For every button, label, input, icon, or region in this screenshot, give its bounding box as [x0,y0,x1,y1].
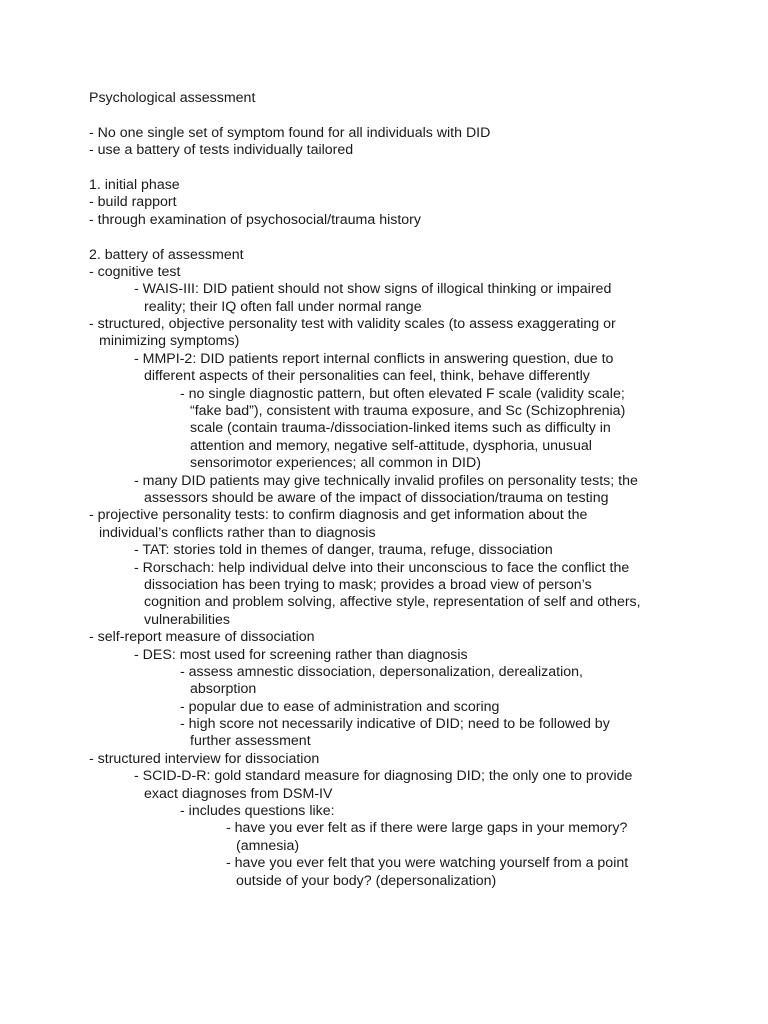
des-item: - DES: most used for screening rather than diagnosis [134,646,468,663]
des-highscore-item: - high score not necessarily indicative of DID; need to be followed by [180,716,610,733]
scid-includes-item: - includes questions like: [180,803,335,820]
tat-item: - TAT: stories told in themes of danger, trauma, refuge, dissociation [134,542,553,559]
mmpi-pattern-item-cont: sensorimotor experiences; all common in DID) [190,455,481,472]
mmpi-pattern-item-cont: attention and memory, negative self-attitude, dysphoria, unusual [190,437,592,454]
phase1-item: - build rapport [89,194,177,211]
cognitive-test-label: - cognitive test [89,263,181,280]
mmpi-item: - MMPI-2: DID patients report internal conflicts in answering question, due to [134,350,614,367]
des-assess-item-cont: absorption [190,681,257,698]
des-assess-item: - assess amnestic dissociation, depersonalization, derealization, [180,663,583,680]
wais-item: - WAIS-III: DID patient should not show signs of illogical thinking or impaired [134,281,612,298]
scid-item: - SCID-D-R: gold standard measure for diagnosing DID; the only one to provide [134,768,633,785]
phase1-heading: 1. initial phase [89,176,180,193]
objective-test-label-cont: minimizing symptoms) [99,333,240,350]
invalid-profiles-item-cont: assessors should be aware of the impact of dissociation/trauma on testing [144,489,609,506]
projective-test-label: - projective personality tests: to confirm diagnosis and get information about the [89,507,588,524]
question-item: - have you ever felt that you were watching yourself from a point [226,855,629,872]
document-title: Psychological assessment [89,90,256,106]
question-item-cont: outside of your body? (depersonalization) [236,872,497,889]
interview-label: - structured interview for dissociation [89,750,320,767]
phase2-heading: 2. battery of assessment [89,246,244,263]
invalid-profiles-item: - many DID patients may give technically invalid profiles on personality tests; the [134,472,638,489]
mmpi-pattern-item: - no single diagnostic pattern, but often elevated F scale (validity scale; [180,385,625,402]
phase1-item: - through examination of psychosocial/trauma history [89,211,421,228]
wais-item-cont: reality; their IQ often fall under normal range [144,298,422,315]
question-item-cont: (amnesia) [236,837,300,854]
notes-body [89,90,709,890]
spacer [89,107,709,124]
intro-bullet: - No one single set of symptom found for all individuals with DID [89,124,491,141]
rorschach-item-cont: cognition and problem solving, affective style, representation of self and others, [144,594,641,611]
objective-test-label: - structured, objective personality test with validity scales (to assess exaggerating or [89,316,616,333]
mmpi-pattern-item-cont: “fake bad”), consistent with trauma exposure, and Sc (Schizophrenia) [190,403,626,420]
scid-item-cont: exact diagnoses from DSM-IV [144,785,333,802]
self-report-label: - self-report measure of dissociation [89,629,315,646]
rorschach-item-cont: vulnerabilities [144,611,230,628]
rorschach-item-cont: dissociation has been trying to mask; provides a broad view of person’s [144,576,592,593]
question-item: - have you ever felt as if there were large gaps in your memory? [226,820,628,837]
intro-bullet: - use a battery of tests individually tailored [89,142,354,159]
rorschach-item: - Rorschach: help individual delve into their unconscious to face the conflict the [134,559,630,576]
des-popular-item: - popular due to ease of administration and scoring [180,698,500,715]
des-highscore-item-cont: further assessment [190,733,311,750]
spacer [89,160,709,177]
mmpi-pattern-item-cont: scale (contain trauma-/dissociation-linked items such as difficulty in [190,420,611,437]
projective-test-label-cont: individual’s conflicts rather than to diagnosis [99,524,376,541]
spacer [89,229,709,246]
mmpi-item-cont: different aspects of their personalities can feel, think, behave differently [144,368,590,385]
